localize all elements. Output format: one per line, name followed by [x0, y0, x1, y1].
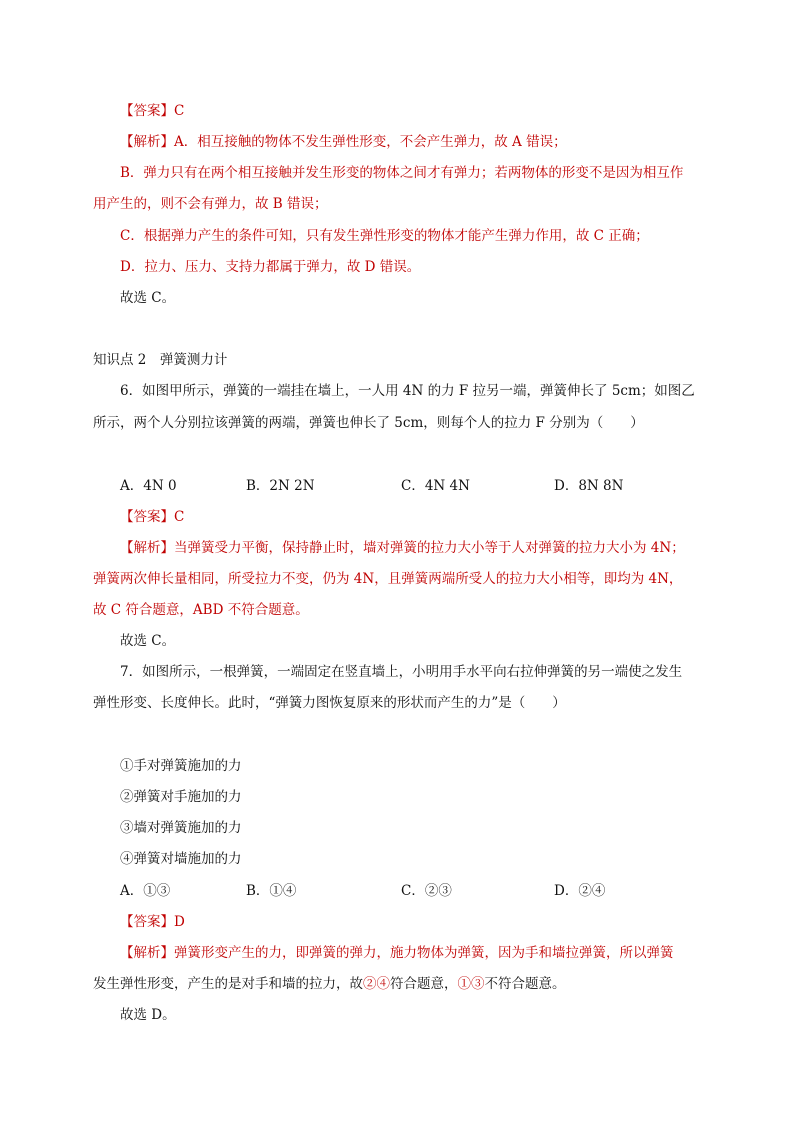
q5-analysis-line-2: B．弹力只有在两个相互接触并发生形变的物体之间才有弹力；若两物体的形变不是因为相互作 — [120, 165, 684, 181]
q5-conclusion: 故选 C。 — [120, 290, 176, 306]
circled-numbers-incorrect: ①③ — [457, 976, 485, 992]
q7-option-d: D．②④ — [554, 883, 606, 899]
analysis-text: 符合题意， — [390, 976, 458, 992]
q5-analysis-line-1 — [120, 132, 567, 152]
q6-analysis-line-2: 弹簧两次伸长量相同，所受拉力不变，仍为 4N，且弹簧两端所受人的拉力大小相等，即均为 4N， — [93, 571, 683, 587]
analysis-tag: 【解析】 — [120, 540, 174, 556]
q7-stem-line-2: 弹性形变、长度伸长。此时，“弹簧力图恢复原来的形状而产生的力”是（ ） — [93, 695, 566, 711]
answer-value: D — [174, 914, 185, 930]
analysis-text: A．相互接触的物体不发生弹性形变，不会产生弹力，故 A 错误； — [174, 134, 567, 150]
q6-answer-line — [120, 507, 184, 527]
analysis-text: 发生弹性形变，产生的是对手和墙的拉力，故 — [93, 976, 363, 992]
q5-answer-line — [120, 101, 184, 121]
q5-analysis-line-4: C．根据弹力产生的条件可知，只有发生弹性形变的物体才能产生弹力作用，故 C 正确； — [120, 228, 649, 244]
q5-analysis-line-5: D．拉力、压力、支持力都属于弹力，故 D 错误。 — [120, 259, 421, 275]
q6-conclusion: 故选 C。 — [120, 633, 176, 649]
q6-option-a: A．4N 0 — [120, 478, 177, 494]
q6-stem-line-1: 6．如图甲所示，弹簧的一端挂在墙上，一人用 4N 的力 F 拉另一端，弹簧伸长了 5cm；如图乙 — [120, 383, 695, 399]
q7-option-b: B．①④ — [246, 883, 297, 899]
q7-item-2: ②弹簧对手施加的力 — [120, 789, 242, 805]
answer-tag: 【答案】 — [120, 103, 174, 119]
q7-option-c: C．②③ — [401, 883, 452, 899]
q7-option-a: A．①③ — [120, 883, 171, 899]
q7-item-1: ①手对弹簧施加的力 — [120, 758, 242, 774]
q6-option-d: D．8N 8N — [554, 478, 624, 494]
analysis-text: 弹簧形变产生的力，即弹簧的弹力，施力物体为弹簧，因为手和墙拉弹簧，所以弹簧 — [174, 945, 674, 961]
q7-analysis-line-2 — [93, 974, 566, 994]
analysis-text: 不符合题意。 — [484, 976, 566, 992]
answer-tag: 【答案】 — [120, 509, 174, 525]
section-title: 知识点 2 弹簧测力计 — [93, 352, 228, 368]
answer-value: C — [174, 103, 185, 119]
q7-item-4: ④弹簧对墙施加的力 — [120, 851, 242, 867]
q7-analysis-line-1 — [120, 943, 674, 963]
q7-conclusion: 故选 D。 — [120, 1007, 176, 1023]
q5-analysis-line-3: 用产生的，则不会有弹力，故 B 错误； — [93, 196, 328, 212]
answer-value: C — [174, 509, 185, 525]
q6-analysis-line-3: 故 C 符合题意，ABD 不符合题意。 — [93, 602, 309, 618]
q6-option-c: C．4N 4N — [401, 478, 470, 494]
analysis-tag: 【解析】 — [120, 134, 174, 150]
q6-option-b: B．2N 2N — [246, 478, 315, 494]
analysis-text: 当弹簧受力平衡，保持静止时，墙对弹簧的拉力大小等于人对弹簧的拉力大小为 4N； — [174, 540, 685, 556]
q7-stem-line-1: 7．如图所示，一根弹簧，一端固定在竖直墙上，小明用手水平向右拉伸弹簧的另一端使之发生 — [120, 664, 683, 680]
circled-numbers-correct: ②④ — [363, 976, 390, 992]
q7-answer-line — [120, 912, 185, 932]
answer-tag: 【答案】 — [120, 914, 174, 930]
q6-analysis-line-1 — [120, 538, 685, 558]
q6-stem-line-2: 所示，两个人分别拉该弹簧的两端，弹簧也伸长了 5cm，则每个人的拉力 F 分别为（ ） — [93, 415, 644, 431]
q7-item-3: ③墙对弹簧施加的力 — [120, 820, 242, 836]
analysis-tag: 【解析】 — [120, 945, 174, 961]
